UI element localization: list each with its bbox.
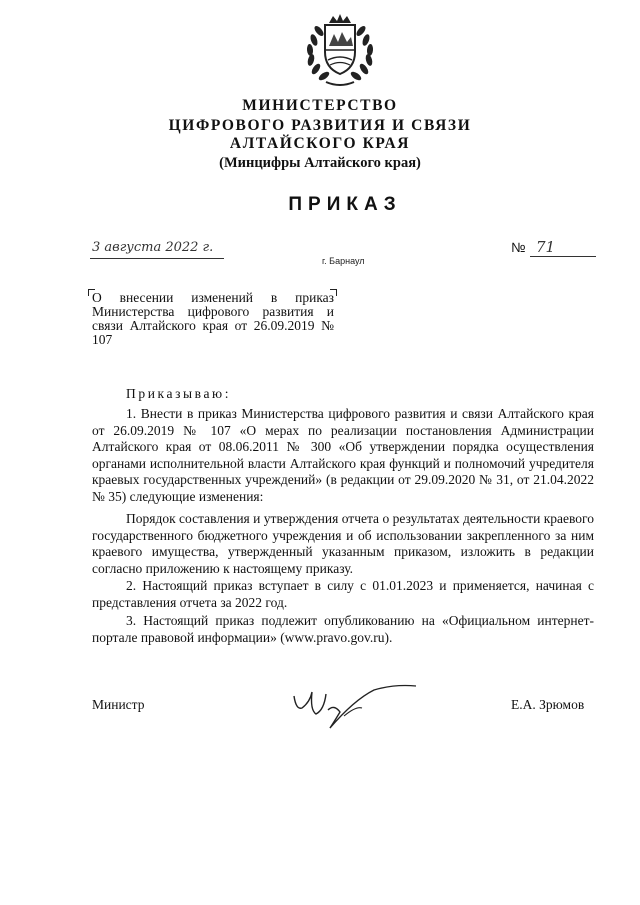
document-type-title: ПРИКАЗ: [288, 194, 402, 215]
document-subject: О внесении изменений в приказ Министерства цифрового развития и связи Алтайского края от 26.09.2019 № 107: [92, 290, 334, 347]
ministry-title-line-2: ЦИФРОВОГО РАЗВИТИЯ И СВЯЗИ: [168, 117, 472, 134]
order-word: Приказываю:: [126, 386, 232, 401]
paragraph-2: 2. Настоящий приказ вступает в силу с 01.01.2023 и применяется, начиная с представления отчета за 2022 год.: [92, 578, 594, 610]
signatory-position: Министр: [92, 697, 145, 712]
number-underline: [530, 256, 596, 257]
ministry-short-name: (Минцифры Алтайского края): [219, 155, 421, 171]
paragraph-3: 3. Настоящий приказ подлежит опубликованию на «Официальном интернет-портале правовой информации» (www.pravo.gov.ru).: [92, 613, 594, 645]
date-underline: [90, 258, 224, 259]
altai-coat-of-arms-icon: [300, 10, 380, 90]
paragraph-1: 1. Внести в приказ Министерства цифрового развития и связи Алтайского края от 26.09.2019 № 107 «О мерах по реализации постановления Администрации Алтайского края от 08.06.2011 № 300 «Об утверждении порядка осуществления органами исполнительной власти Алтайского края функций и полномочий учредителя краевых государственных учреждений» (в редакции от 29.09.2020 № 31, от 21.04.2022 № 35) следующие изменения:: [92, 406, 594, 504]
document-number: 71: [536, 238, 556, 256]
signatory-name: Е.А. Зрюмов: [511, 697, 585, 712]
paragraph-1-continuation: Порядок составления и утверждения отчета о результатах деятельности краевого государственного бюджетного учреждения и об использовании закрепленного за ним краевого имущества, утвержденный указанным приказом, изложить в редакции согласно приложению к настоящему приказу.: [92, 511, 594, 576]
ministry-title-line-1: МИНИСТЕРСТВО: [242, 97, 398, 114]
number-label: №: [511, 240, 526, 255]
ministry-title-line-3: АЛТАЙСКОГО КРАЯ: [229, 135, 411, 152]
handwritten-signature: [284, 680, 424, 732]
document-date: 3 августа 2022 г.: [92, 240, 214, 255]
document-city: г. Барнаул: [322, 256, 365, 266]
